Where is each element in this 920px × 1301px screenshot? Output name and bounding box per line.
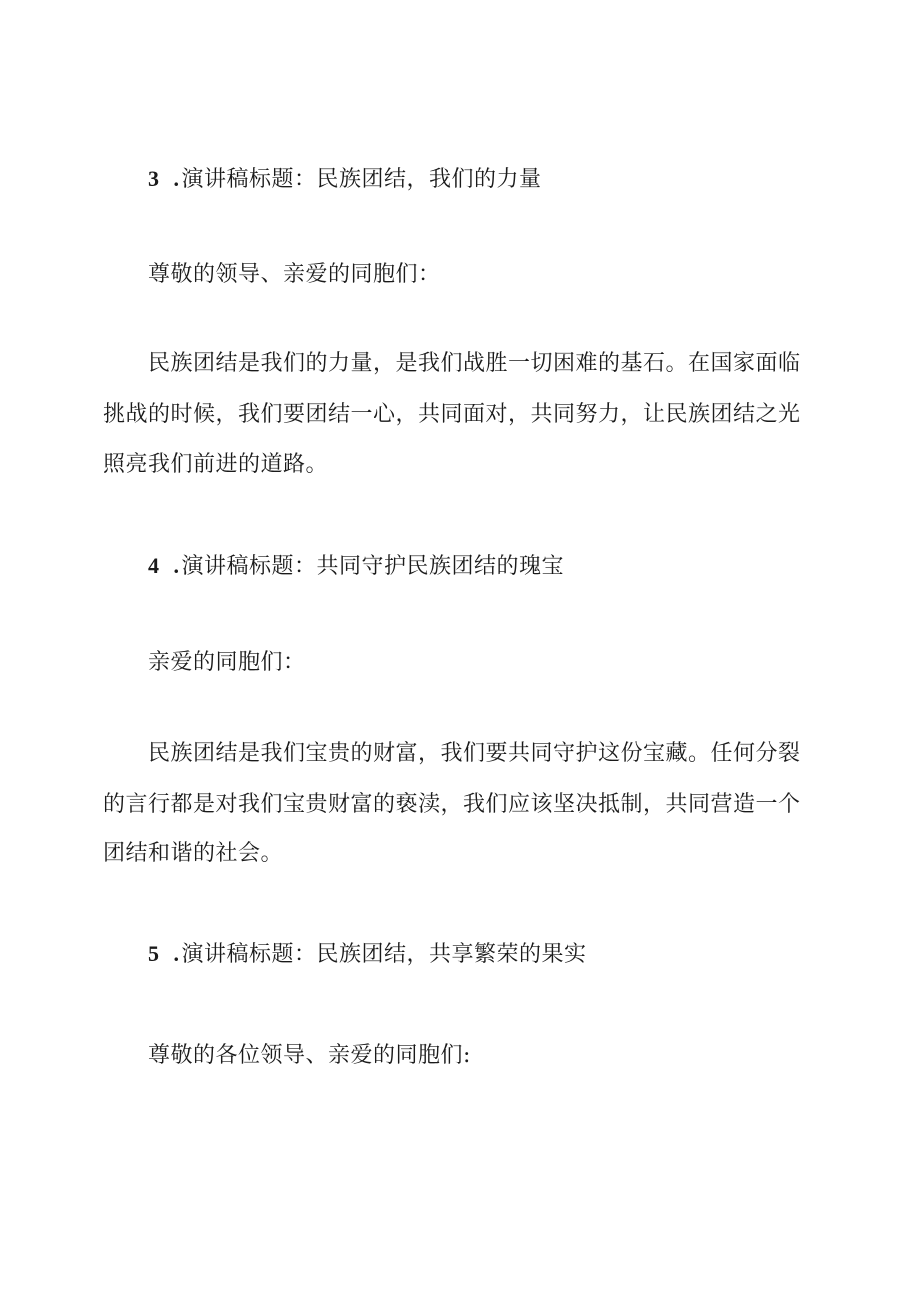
section-4-paragraph-line-1: 民族团结是我们宝贵的财富，我们要共同守护这份宝藏。任何分裂 (148, 741, 801, 766)
section-3-paragraph-line-3: 照亮我们前进的道路。 (103, 452, 329, 477)
section-3-heading (148, 166, 542, 193)
section-5-number: 5 (148, 941, 160, 966)
section-5-salutation: 尊敬的各位领导、亲爱的同胞们: (148, 1043, 471, 1068)
section-4-heading (148, 553, 564, 580)
section-4-paragraph-line-2: 的言行都是对我们宝贵财富的亵渎，我们应该坚决抵制，共同营造一个 (103, 792, 801, 817)
section-3-paragraph-line-2: 挑战的时候，我们要团结一心，共同面对，共同努力，让民族团结之光 (103, 402, 801, 427)
section-4-number: 4 (148, 553, 160, 578)
section-4-paragraph-line-3: 团结和谐的社会。 (103, 841, 284, 866)
section-3-paragraph-line-1: 民族团结是我们的力量，是我们战胜一切困难的基石。在国家面临 (148, 351, 801, 376)
section-5-heading (148, 941, 587, 968)
section-4-salutation: 亲爱的同胞们： (148, 650, 306, 675)
section-4-dot: . (173, 553, 180, 578)
section-3-salutation: 尊敬的领导、亲爱的同胞们： (148, 262, 441, 287)
section-3-dot: . (173, 166, 180, 191)
section-5-dot: . (173, 941, 180, 966)
section-4-title: 演讲稿标题：共同守护民族团结的瑰宝 (181, 554, 565, 579)
section-3-number: 3 (148, 166, 160, 191)
section-3-title: 演讲稿标题：民族团结，我们的力量 (181, 167, 542, 192)
section-5-title: 演讲稿标题：民族团结，共享繁荣的果实 (181, 942, 587, 967)
